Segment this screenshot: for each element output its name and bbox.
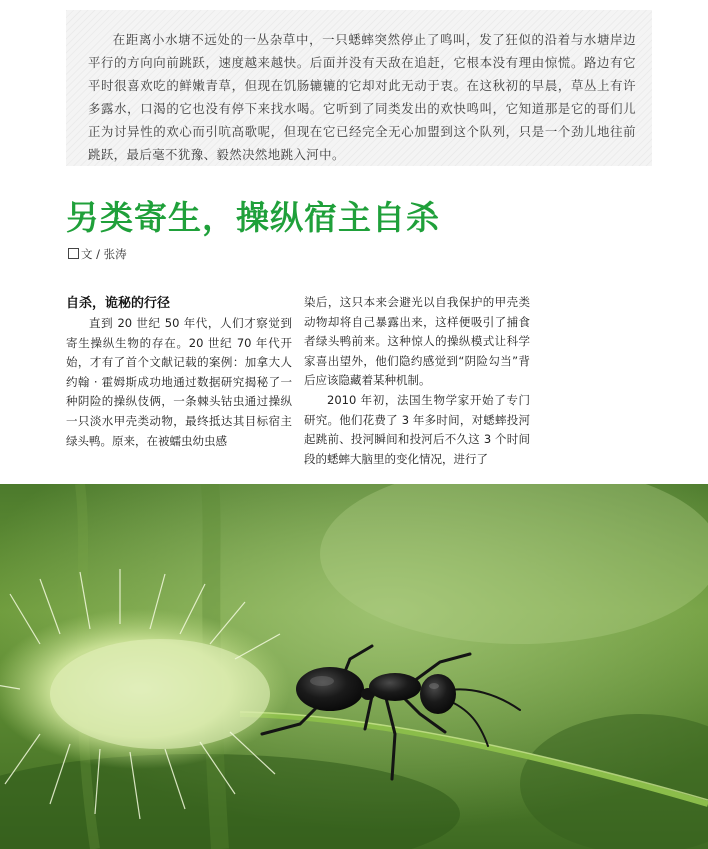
article-title: 另类寄生，操纵宿主自杀 (66, 198, 440, 237)
paragraph-1-continued: 染后，这只本来会避光以自我保护的甲壳类动物却将自己暴露出来，这样便吸引了捕食者绿头鸭前来。这种惊人的操纵模式让科学家喜出望外，他们隐约感觉到“阴险勾当”背后应该隐藏着某种机制。 (304, 295, 530, 388)
byline-text: 文 / 张涛 (81, 247, 127, 261)
article-column-2 (304, 293, 530, 469)
photo-illustration (0, 484, 708, 849)
article-column-1 (66, 294, 292, 451)
ant-on-grass-photo (0, 484, 708, 849)
section-title: 自杀，诡秘的行径 (66, 296, 171, 311)
paragraph-2: 2010 年初，法国生物学家开始了专门研究。他们花费了 3 年多时间，对蟋蟀投河起跳前、投河瞬间和投河后不久这 3 个时间段的蟋蟀大脑里的变化情况，进行了 (304, 392, 530, 466)
intro-box (66, 10, 652, 166)
byline-box-icon (68, 248, 79, 259)
intro-paragraph: 在距离小水塘不远处的一丛杂草中，一只蟋蟀突然停止了鸣叫，发了狂似的沿着与水塘岸边平行的方向向前跳跃，速度越来越快。后面并没有天敌在追赶，它根本没有理由惊慌。路边有它平时很喜欢吃的鲜嫩青草，但现在饥肠辘辘的它却对此无动于衷。在这秋初的早晨，草丛上有许多露水，口渴的它也没有停下来找水喝。它听到了同类发出的欢快鸣叫，它知道那是它的哥们儿正为讨异性的欢心而引吭高歌呢，但现在它已经完全无心加盟到这个队列，只是一个劲儿地往前跳跃，最后毫不犹豫、毅然决然地跳入河中。 (88, 32, 636, 162)
byline (68, 246, 127, 262)
paragraph-1: 直到 20 世纪 50 年代，人们才察觉到寄生操纵生物的存在。20 世纪 70 年代开始，才有了首个文献记载的案例：加拿大人约翰 · 霍姆斯成功地通过数据研究揭秘了一种阴险的操纵伎俩，一条棘头钴虫通过操纵一只淡水甲壳类动物，最终抵达其目标宿主绿头鸭。原来，在被蠕虫幼虫感 (66, 316, 292, 448)
